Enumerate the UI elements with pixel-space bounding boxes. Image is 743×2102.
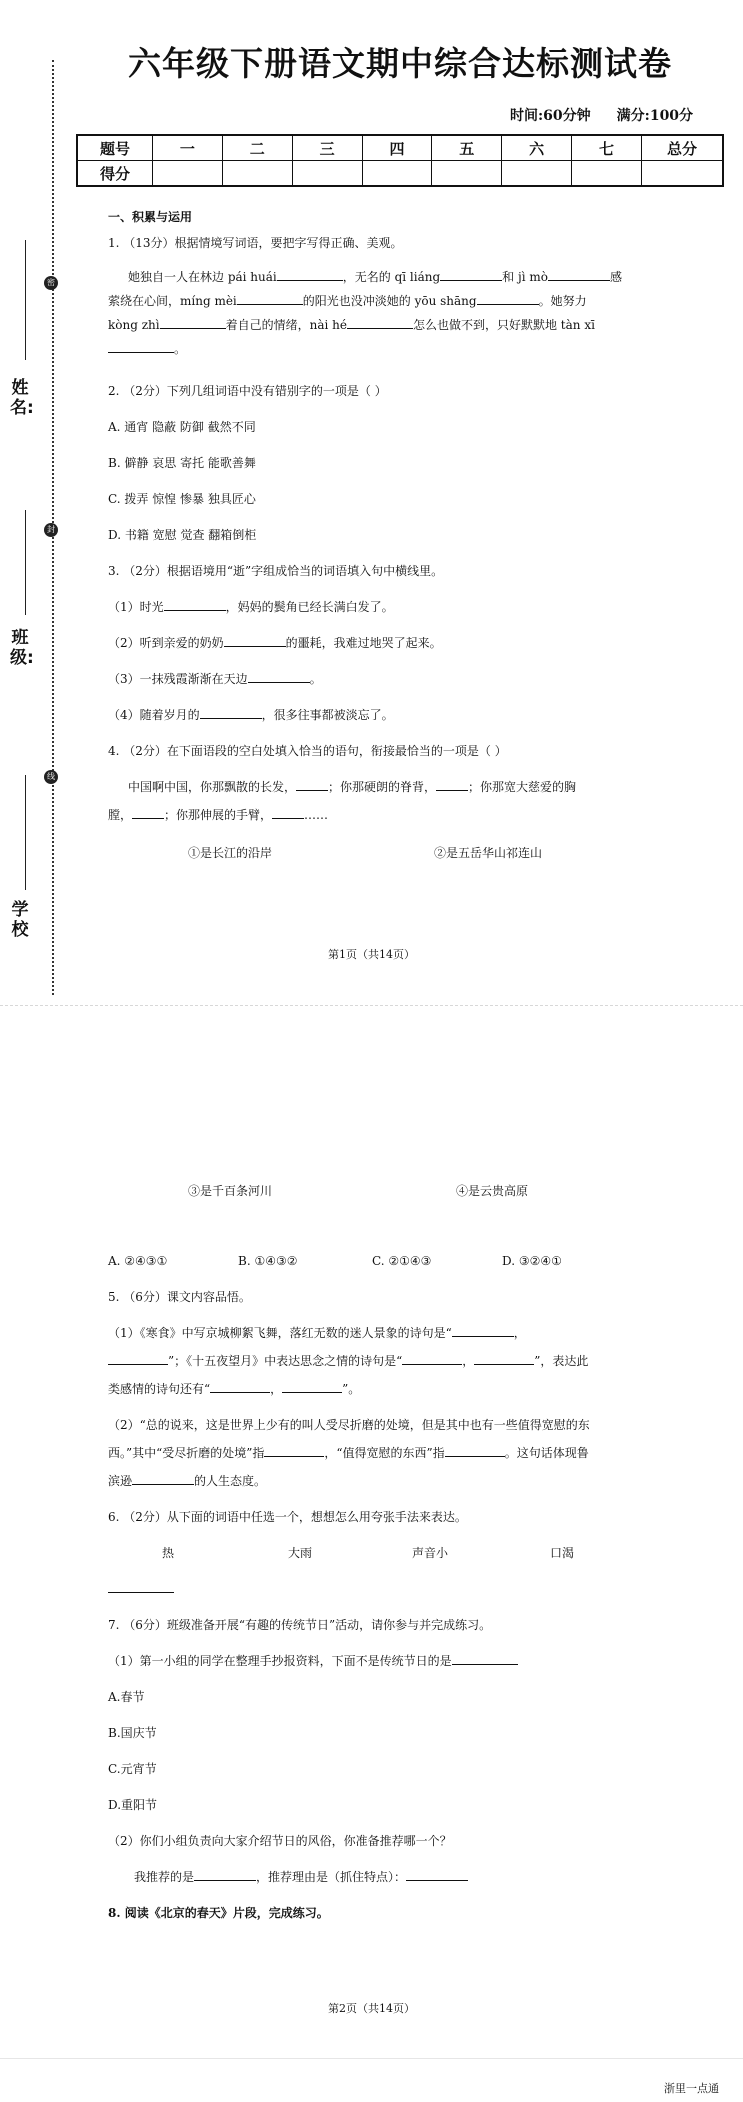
question-7-part-1: （1）第一小组的同学在整理手抄报资料，下面不是传统节日的是 bbox=[108, 1652, 518, 1670]
page-footer: 第1页（共14页） bbox=[328, 948, 415, 961]
question-6-word-3: 声音小 bbox=[412, 1546, 449, 1560]
score-cell[interactable] bbox=[572, 161, 642, 187]
question-3-item-2: （2）听到亲爱的奶奶 的噩耗，我难过地哭了起来。 bbox=[108, 636, 442, 650]
answer-blank[interactable] bbox=[452, 1324, 514, 1337]
score-cell[interactable] bbox=[222, 161, 292, 187]
answer-blank[interactable] bbox=[160, 316, 226, 329]
answer-blank[interactable] bbox=[224, 634, 286, 647]
seal-mark-2: 封 bbox=[44, 523, 58, 537]
question-4-stem: 4. （2分）在下面语段的空白处填入恰当的语句，衔接最恰当的一项是（ ） bbox=[108, 744, 507, 758]
question-2-option-d[interactable]: D. 书籍 宽慰 觉查 翻箱倒柜 bbox=[108, 528, 257, 542]
exam-page-2 bbox=[0, 1008, 743, 2102]
answer-blank[interactable] bbox=[108, 1580, 174, 1593]
question-2-option-b[interactable]: B. 僻静 哀思 寄托 能歌善舞 bbox=[108, 456, 256, 470]
question-7-option-a[interactable]: A.春节 bbox=[108, 1690, 145, 1704]
question-6-word-1: 热 bbox=[162, 1546, 175, 1560]
question-6-stem: 6. （2分）从下面的词语中任选一个，想想怎么用夸张手法来表达。 bbox=[108, 1510, 467, 1524]
score-cell[interactable] bbox=[432, 161, 502, 187]
exam-title: 六年级下册语文期中综合达标测试卷 bbox=[128, 44, 672, 83]
question-2-option-c[interactable]: C. 拨弄 惊惶 惨暴 独具匠心 bbox=[108, 492, 256, 506]
seal-mark-1: 密 bbox=[44, 276, 58, 290]
page-footer: 第2页（共14页） bbox=[328, 2002, 415, 2015]
question-6-answer-line bbox=[108, 1580, 174, 1598]
score-cell[interactable] bbox=[642, 161, 724, 187]
score-col-7: 七 bbox=[572, 135, 642, 161]
question-7-part-2: （2）你们小组负责向大家介绍节日的风俗，你准备推荐哪一个？ bbox=[108, 1834, 452, 1848]
question-4-choice-1: ①是长江的沿岸 bbox=[188, 846, 273, 860]
exam-page-1 bbox=[0, 0, 743, 1005]
name-fill-line bbox=[25, 240, 26, 360]
question-4-option-c[interactable]: C. ②①④③ bbox=[372, 1254, 432, 1268]
answer-blank[interactable] bbox=[210, 1380, 270, 1393]
question-3-stem: 3. （2分）根据语境用“逝”字组成恰当的词语填入句中横线里。 bbox=[108, 564, 444, 578]
question-4-option-a[interactable]: A. ②④③① bbox=[108, 1254, 168, 1268]
answer-blank[interactable] bbox=[474, 1352, 534, 1365]
answer-blank[interactable] bbox=[445, 1444, 505, 1457]
question-7-recommend-line: 我推荐的是 ，推荐理由是（抓住特点）： bbox=[134, 1868, 468, 1886]
corner-watermark: 浙里一点通 bbox=[664, 2082, 719, 2095]
answer-blank[interactable] bbox=[347, 316, 413, 329]
question-3-item-4: （4）随着岁月的 ，很多往事都被淡忘了。 bbox=[108, 708, 394, 722]
score-table-score-row bbox=[77, 161, 723, 187]
question-4-choice-4: ④是云贵高原 bbox=[456, 1184, 529, 1198]
question-5-part-2-line-2: 西。”其中“受尽折磨的处境”指 ，“值得宽慰的东西”指 。这句话体现鲁 bbox=[108, 1446, 589, 1460]
answer-blank[interactable] bbox=[132, 1472, 194, 1485]
question-7-option-c[interactable]: C.元宵节 bbox=[108, 1762, 157, 1776]
answer-blank[interactable] bbox=[237, 292, 303, 305]
score-cell[interactable] bbox=[153, 161, 223, 187]
question-5-stem: 5. （6分）课文内容品悟。 bbox=[108, 1290, 251, 1304]
score-col-2: 二 bbox=[222, 135, 292, 161]
answer-blank[interactable] bbox=[200, 706, 262, 719]
question-4-choice-3: ③是千百条河川 bbox=[188, 1184, 273, 1198]
score-col-6: 六 bbox=[502, 135, 572, 161]
question-7-option-d[interactable]: D.重阳节 bbox=[108, 1798, 158, 1812]
score-col-1: 一 bbox=[153, 135, 223, 161]
answer-blank[interactable] bbox=[248, 670, 310, 683]
name-label: 姓名: bbox=[10, 378, 34, 418]
score-row-label: 得分 bbox=[77, 161, 153, 187]
question-5-part-1-line-3: 类感情的诗句还有“ ， ”。 bbox=[108, 1382, 361, 1396]
question-2-option-a[interactable]: A. 通宵 隐蔽 防御 截然不同 bbox=[108, 420, 256, 434]
score-table bbox=[76, 134, 724, 187]
answer-blank[interactable] bbox=[108, 340, 174, 353]
seal-mark-3: 线 bbox=[44, 770, 58, 784]
question-1-line-3: kòng zhì 着自己的情绪，nài hé 怎么也做不到，只好默默地 tàn xī bbox=[108, 318, 595, 332]
answer-blank[interactable] bbox=[108, 1352, 168, 1365]
question-7-stem: 7. （6分）班级准备开展“有趣的传统节日”活动，请你参与并完成练习。 bbox=[108, 1618, 492, 1632]
answer-blank[interactable] bbox=[440, 268, 502, 281]
answer-blank[interactable] bbox=[164, 598, 226, 611]
question-3-item-3: （3）一抹残霞渐渐在天边 。 bbox=[108, 672, 322, 686]
score-cell[interactable] bbox=[362, 161, 432, 187]
question-3-item-1: （1）时光 ，妈妈的鬓角已经长满白发了。 bbox=[108, 600, 394, 614]
question-4-choice-2: ②是五岳华山祁连山 bbox=[434, 846, 543, 860]
question-6-word-4: 口渴 bbox=[550, 1546, 575, 1560]
exam-time: 时间:60分钟 bbox=[510, 108, 591, 124]
answer-blank[interactable] bbox=[296, 778, 328, 791]
exam-full-score: 满分:100分 bbox=[616, 108, 694, 124]
score-col-4: 四 bbox=[362, 135, 432, 161]
question-8-stem: 8. 阅读《北京的春天》片段，完成练习。 bbox=[108, 1906, 329, 1920]
class-fill-line bbox=[25, 510, 26, 615]
question-1-line-2: 萦绕在心间，míng mèi 的阳光也没冲淡她的 yōu shāng 。她努力 bbox=[108, 294, 587, 308]
score-col-3: 三 bbox=[292, 135, 362, 161]
question-1-stem: 1. （13分）根据情境写词语，要把字写得正确、美观。 bbox=[108, 236, 403, 250]
score-cell[interactable] bbox=[292, 161, 362, 187]
question-6-word-2: 大雨 bbox=[288, 1546, 313, 1560]
answer-blank[interactable] bbox=[406, 1868, 468, 1881]
question-5-part-1-line-2: ”；《十五夜望月》中表达思念之情的诗句是“ ， ”，表达此 bbox=[108, 1352, 588, 1370]
bottom-divider bbox=[0, 2058, 743, 2059]
answer-blank[interactable] bbox=[402, 1352, 462, 1365]
answer-blank[interactable] bbox=[264, 1444, 324, 1457]
answer-blank[interactable] bbox=[452, 1652, 518, 1665]
question-5-part-1-line-1: （1）《寒食》中写京城柳絮飞舞，落红无数的迷人景象的诗句是“ ， bbox=[108, 1326, 526, 1340]
answer-blank[interactable] bbox=[277, 268, 343, 281]
score-cell[interactable] bbox=[502, 161, 572, 187]
section-heading: 一、积累与运用 bbox=[108, 210, 193, 224]
question-5-part-2-line-1: （2）“总的说来，这是世界上少有的叫人受尽折磨的处境，但是其中也有一些值得宽慰的东 bbox=[108, 1418, 590, 1432]
score-col-label: 题号 bbox=[77, 135, 153, 161]
class-label: 班级: bbox=[10, 628, 34, 668]
question-1-line-1: 她独自一人在林边 pái huái ，无名的 qī liáng 和 jì mò 感 bbox=[128, 270, 622, 284]
question-4-passage-line-1: 中国啊中国，你那飘散的长发， ；你那硬朗的脊背， ；你那宽大慈爱的胸 bbox=[128, 780, 577, 794]
question-1-line-4: 。 bbox=[108, 340, 186, 358]
question-7-option-b[interactable]: B.国庆节 bbox=[108, 1726, 157, 1740]
school-label: 学校 bbox=[11, 900, 29, 940]
question-5-part-2-line-3: 滨逊 的人生态度。 bbox=[108, 1474, 267, 1488]
answer-blank[interactable] bbox=[132, 806, 164, 819]
question-4-option-d[interactable]: D. ③②④① bbox=[502, 1254, 562, 1268]
answer-blank[interactable] bbox=[436, 778, 468, 791]
question-4-option-b[interactable]: B. ①④③② bbox=[238, 1254, 298, 1268]
score-table-header-row bbox=[77, 135, 723, 161]
answer-blank[interactable] bbox=[548, 268, 610, 281]
school-fill-line bbox=[25, 775, 26, 890]
answer-blank[interactable] bbox=[282, 1380, 342, 1393]
score-col-total: 总分 bbox=[642, 135, 724, 161]
answer-blank[interactable] bbox=[272, 806, 304, 819]
question-2-stem: 2. （2分）下列几组词语中没有错别字的一项是（ ） bbox=[108, 384, 387, 398]
answer-blank[interactable] bbox=[194, 1868, 256, 1881]
question-4-passage-line-2: 膛， ；你那伸展的手臂， …… bbox=[108, 808, 329, 822]
score-col-5: 五 bbox=[432, 135, 502, 161]
exam-meta bbox=[510, 105, 719, 125]
answer-blank[interactable] bbox=[477, 292, 539, 305]
